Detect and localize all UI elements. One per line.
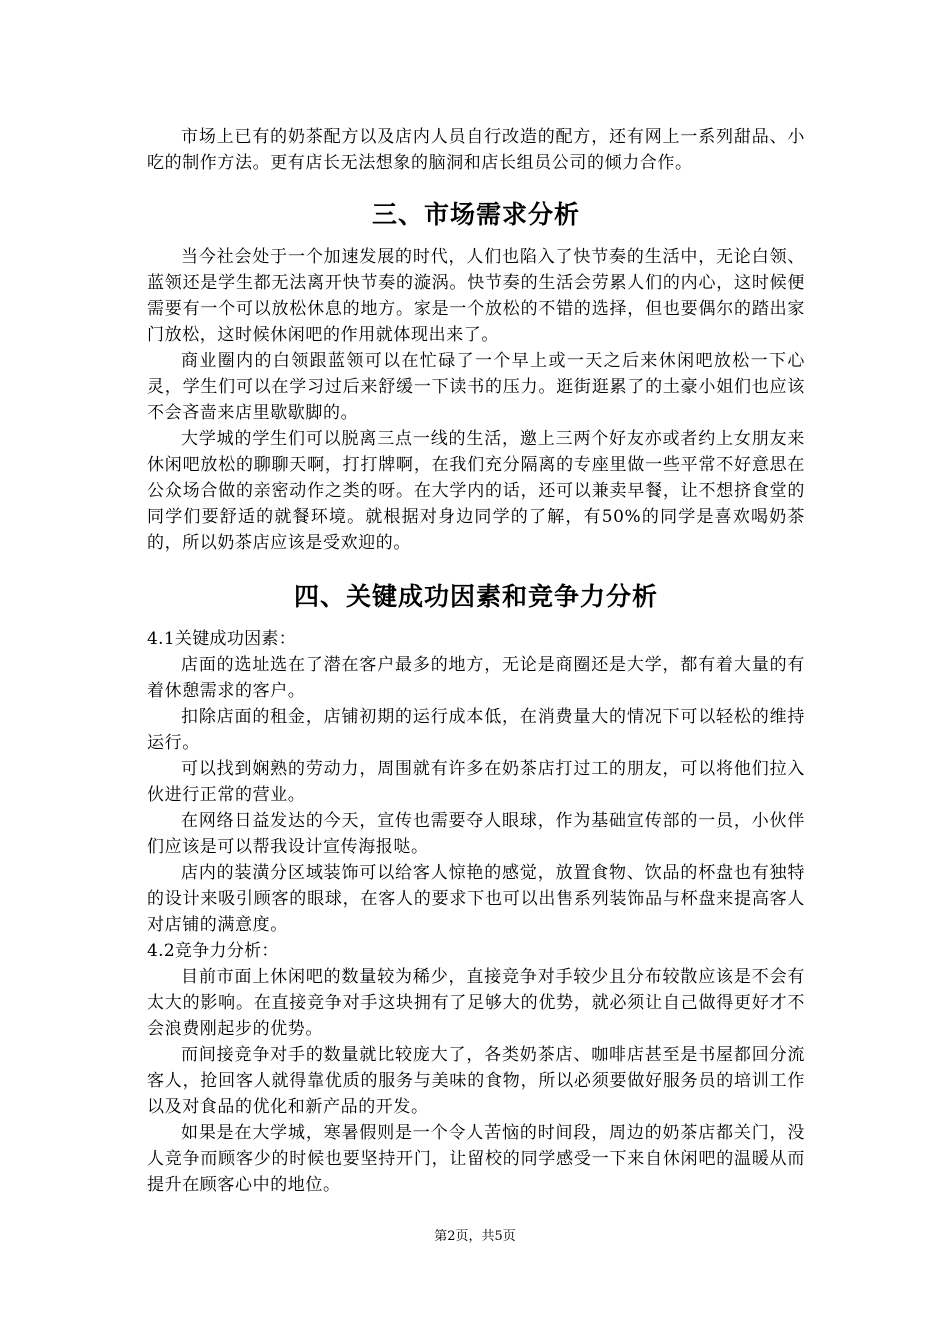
section-4-heading: 四、关键成功因素和竞争力分析 [293,582,658,611]
subsection-4-1-paragraph: 扣除店面的租金，店铺初期的运行成本低，在消费量大的情况下可以轻松的维持运行。 [147,707,805,753]
section-3-heading: 三、市场需求分析 [371,200,580,229]
subsection-4-1-paragraph: 在网络日益发达的今天，宣传也需要夺人眼球，作为基础宣传部的一员，小伙伴们应该是可以帮我设计宣传海报哒。 [147,811,805,857]
subsection-4-2-paragraph: 目前市面上休闲吧的数量较为稀少，直接竞争对手较少且分布较散应该是不会有太大的影响。在直接竞争对手这块拥有了足够大的优势，就必须让自己做得更好才不会浪费刚起步的优势。 [147,967,805,1039]
subsection-4-1-paragraph: 店内的装潢分区域装饰可以给客人惊艳的感觉，放置食物、饮品的杯盘也有独特的设计来吸引顾客的眼球，在客人的要求下也可以出售系列装饰品与杯盘来提高客人对店铺的满意度。 [147,863,805,935]
page-number-footer: 第2页，共5页 [434,1229,516,1244]
section-3-paragraph: 商业圈内的白领跟蓝领可以在忙碌了一个早上或一天之后来休闲吧放松一下心灵，学生们可以在学习过后来舒缓一下读书的压力。逛街逛累了的土豪小姐们也应该不会吝啬来店里歇歇脚的。 [147,351,805,423]
subsection-4-2-label: 4.2竞争力分析： [147,941,279,961]
document-body [147,124,805,1198]
intro-paragraph: 市场上已有的奶茶配方以及店内人员自行改造的配方，还有网上一系列甜品、小吃的制作方法。更有店长无法想象的脑洞和店长组员公司的倾力合作。 [147,127,805,173]
subsection-4-1-paragraph: 可以找到娴熟的劳动力，周围就有许多在奶茶店打过工的朋友，可以将他们拉入伙进行正常的营业。 [147,759,805,805]
section-3-paragraph: 大学城的学生们可以脱离三点一线的生活，邀上三两个好友亦或者约上女朋友来休闲吧放松的聊聊天啊，打打牌啊，在我们充分隔离的专座里做一些平常不好意思在公众场合做的亲密动作之类的呀。在大学内的话，还可以兼卖早餐，让不想挤食堂的同学们要舒适的就餐环境。就根据对身边同学的了解，有50%的同学是喜欢喝奶茶的，所以奶茶店应该是受欢迎的。 [147,429,805,553]
subsection-4-2-paragraph: 如果是在大学城，寒暑假则是一个令人苦恼的时间段，周边的奶茶店都关门，没人竞争而顾客少的时候也要坚持开门，让留校的同学感受一下来自休闲吧的温暖从而提升在顾客心中的地位。 [147,1123,805,1195]
subsection-4-2-paragraph: 而间接竞争对手的数量就比较庞大了，各类奶茶店、咖啡店甚至是书屋都回分流客人，抢回客人就得靠优质的服务与美味的食物，所以必须要做好服务员的培训工作以及对食品的优化和新产品的开发。 [147,1045,805,1117]
subsection-4-1-label: 4.1关键成功因素： [147,629,297,649]
section-3-paragraph: 当今社会处于一个加速发展的时代，人们也陷入了快节奏的生活中，无论白领、蓝领还是学生都无法离开快节奏的漩涡。快节奏的生活会劳累人们的内心，这时候便需要有一个可以放松休息的地方。家是一个放松的不错的选择，但也要偶尔的踏出家门放松，这时候休闲吧的作用就体现出来了。 [147,247,805,345]
subsection-4-1-paragraph: 店面的选址选在了潜在客户最多的地方，无论是商圈还是大学，都有着大量的有着休憩需求的客户。 [147,655,805,701]
